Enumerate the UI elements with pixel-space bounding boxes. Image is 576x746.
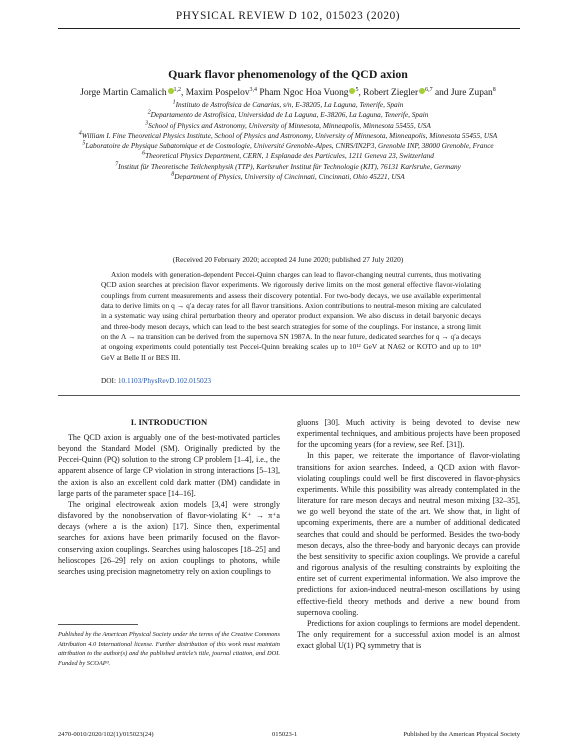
paragraph: The original electroweak axion models [3,4] were strongly disfavored by the nonobservation of flavor-violating K⁺ → π⁺a decays (where a is the axion) [17]. Since then, experimental searches for axions have been primarily focused on the flavor-conserving axion couplings. Searches using haloscopes [18–25] and helioscopes [26–29] rely on axion couplings to photons, while searches using precision magnetometry rely on axion couplings to (58, 499, 280, 576)
paragraph: gluons [30]. Much activity is being devoted to devise new experimental techniques, and ambitious projects have been proposed for the upcoming years (for a review, see Ref. [31]). (297, 418, 520, 450)
affiliation (40, 141, 536, 151)
left-column (58, 432, 280, 577)
doi-label: DOI: (101, 376, 118, 385)
license-footnote: Published by the American Physical Society under the terms of the Creative Commons Attribution 4.0 International license. Further distribution of this work must maintain attribution to the author(s) and the published article’s title, journal citation, and DOI. Funded by SCOAP³. (58, 631, 280, 667)
affiliation (40, 151, 536, 161)
paragraph: The QCD axion is arguably one of the best-motivated particles beyond the Standard Model (SM). Originally predicted by the Peccei-Quinn (PQ) solution to the strong CP problem [1–4], i.e., the apparent absence of large CP violation in strong interactions [5–13], the axion is also an excellent cold dark matter (DM) candidate in large parts of the parameter space [14–16]. (58, 433, 280, 498)
affiliation (40, 131, 536, 141)
author (186, 88, 260, 98)
author-name: Robert Ziegler (363, 88, 419, 98)
affiliation (40, 110, 536, 120)
affiliation (40, 121, 536, 131)
affiliation-number: 8 (171, 171, 175, 178)
affiliation-text: Instituto de Astrofísica de Canarias, s/n, E-38205, La Laguna, Tenerife, Spain (175, 100, 404, 109)
affiliation-text: Theoretical Physics Department, CERN, 1 Esplanade des Particules, 1211 Geneva 23, Switzerland (145, 151, 434, 161)
author-name: Pham Ngoc Hoa Vuong (259, 88, 349, 98)
affiliation-number: 5 (82, 140, 86, 147)
affiliation (40, 162, 536, 172)
author-name: Maxim Pospelov (185, 88, 250, 98)
author-name: Jorge Martin Camalich (80, 88, 167, 98)
author-separator: and (432, 88, 451, 98)
footnote-rule (58, 624, 138, 625)
affiliation-text: Laboratoire de Physique Subatomique et de Cosmologie, Université Grenoble-Alpes, CNRS/IN2P3, Grenoble INP, 38000 Grenoble, France (85, 141, 494, 151)
affiliation-text: School of Physics and Astronomy, University of Minnesota, Minneapolis, Minnesota 55455, USA (148, 120, 431, 130)
header-rule (58, 28, 520, 29)
author-separator: , (181, 88, 186, 98)
affiliation (40, 100, 536, 110)
affiliation-marker: 5 (355, 86, 359, 93)
footer-page-number: 015023-1 (272, 731, 298, 738)
paragraph: Predictions for axion couplings to fermions are model dependent. The only requirement for a successful axion model is an almost exact global U(1) PQ symmetry that is (297, 618, 520, 651)
doi-link[interactable]: 10.1103/PhysRevD.102.015023 (117, 376, 212, 385)
affiliation-number: 3 (145, 120, 149, 127)
author (363, 88, 451, 98)
affiliation-number: 1 (172, 99, 176, 106)
affiliation-text: Institut für Theoretische Teilchenphysik (TTP), Karlsruher Institut für Technologie (KIT), 76131 Karlsruhe, Germany (118, 161, 461, 171)
affiliation-number: 4 (78, 130, 82, 137)
affiliation-marker: 3,4 (249, 86, 258, 93)
author-list (40, 88, 536, 99)
affiliation-marker: 6,7 (425, 86, 433, 93)
running-head: PHYSICAL REVIEW D 102, 015023 (2020) (175, 10, 401, 22)
abstract: Axion models with generation-dependent Peccei-Quinn charges can lead to flavor-changing neutral currents, thus motivating QCD axion searches at precision flavor experiments. We rigorously derive limits on the most general effective flavor-violating couplings from current measurements and assess their discovery potential. For two-body decays, we use available experimental data to derive limits on q → q′a decay rates for all flavor transitions. Axion contributions to neutral-meson mixing are calculated in a systematic way using chiral perturbation theory and operator product expansion. We also discuss in detail baryonic decays and three-body meson decays, which can lead to the best search strategies for some of the couplings. For instance, a strong limit on the Λ → na transition can be derived from the supernova SN 1987A. In the near future, dedicated searches for q → q′a decays at ongoing experiments could potentially test Peccei-Quinn breaking scales up to 10¹² GeV at NA62 or KOTO and up to 10⁹ GeV at Belle II or BES III. (101, 270, 481, 362)
right-column (297, 417, 520, 651)
footer-issn: 2470-0010/2020/102(1)/015023(24) (58, 731, 154, 738)
affiliation-text: William I. Fine Theoretical Physics Institute, School of Physics and Astronomy, University of Minnesota, Minneapolis, Minnesota 55455, USA (81, 130, 498, 140)
paper-title: Quark flavor phenomenology of the QCD axion (168, 67, 408, 81)
publication-dates: (Received 20 February 2020; accepted 24 June 2020; published 27 July 2020) (172, 255, 404, 264)
affiliation-marker: 1,2 (173, 86, 182, 93)
affiliation-text: Departamento de Astrofísica, Universidad de La Laguna, E-38206, La Laguna, Tenerife, Spain (150, 110, 429, 120)
affiliation-number: 2 (147, 109, 151, 116)
affiliation-marker: 8 (492, 86, 496, 93)
footer-publisher: Published by the American Physical Society (403, 731, 520, 738)
affiliation-number: 7 (115, 161, 119, 168)
affiliation-number: 6 (142, 151, 146, 158)
affiliation-text: Department of Physics, University of Cincinnati, Cincinnati, Ohio 45221, USA (174, 172, 405, 182)
author (451, 88, 496, 98)
author-separator: , (358, 88, 364, 98)
author (80, 88, 185, 98)
doi-line (101, 376, 211, 385)
section-divider (58, 395, 520, 396)
paragraph: In this paper, we reiterate the importance of flavor-violating transitions for axion searches. Indeed, a QCD axion with flavor-violating couplings could well be first discovered in flavor-physics experiments. While this possibility was already contemplated in the literature for rare meson decays and neutral meson mixing [32–35], we go well beyond the state of the art. We show that, in light of upcoming experiments, there are a number of additional dedicated searches that could and should be performed. Besides the two-body meson decays, also the three-body and baryonic decays can provide the best sensitivity to specific axion couplings. We provide a careful and rigorous analysis of the resulting constraints by exploiting the entire set of current experimental information. We also improve the predictions for axion-induced neutral-meson oscillations by using effective-field theory methods and derive a new bound from supernova cooling. (297, 451, 520, 617)
affiliation-list (40, 100, 536, 182)
author-name: Jure Zupan (450, 88, 493, 98)
author (259, 88, 363, 98)
section-heading: I. INTRODUCTION (130, 417, 208, 427)
affiliation (40, 172, 536, 182)
